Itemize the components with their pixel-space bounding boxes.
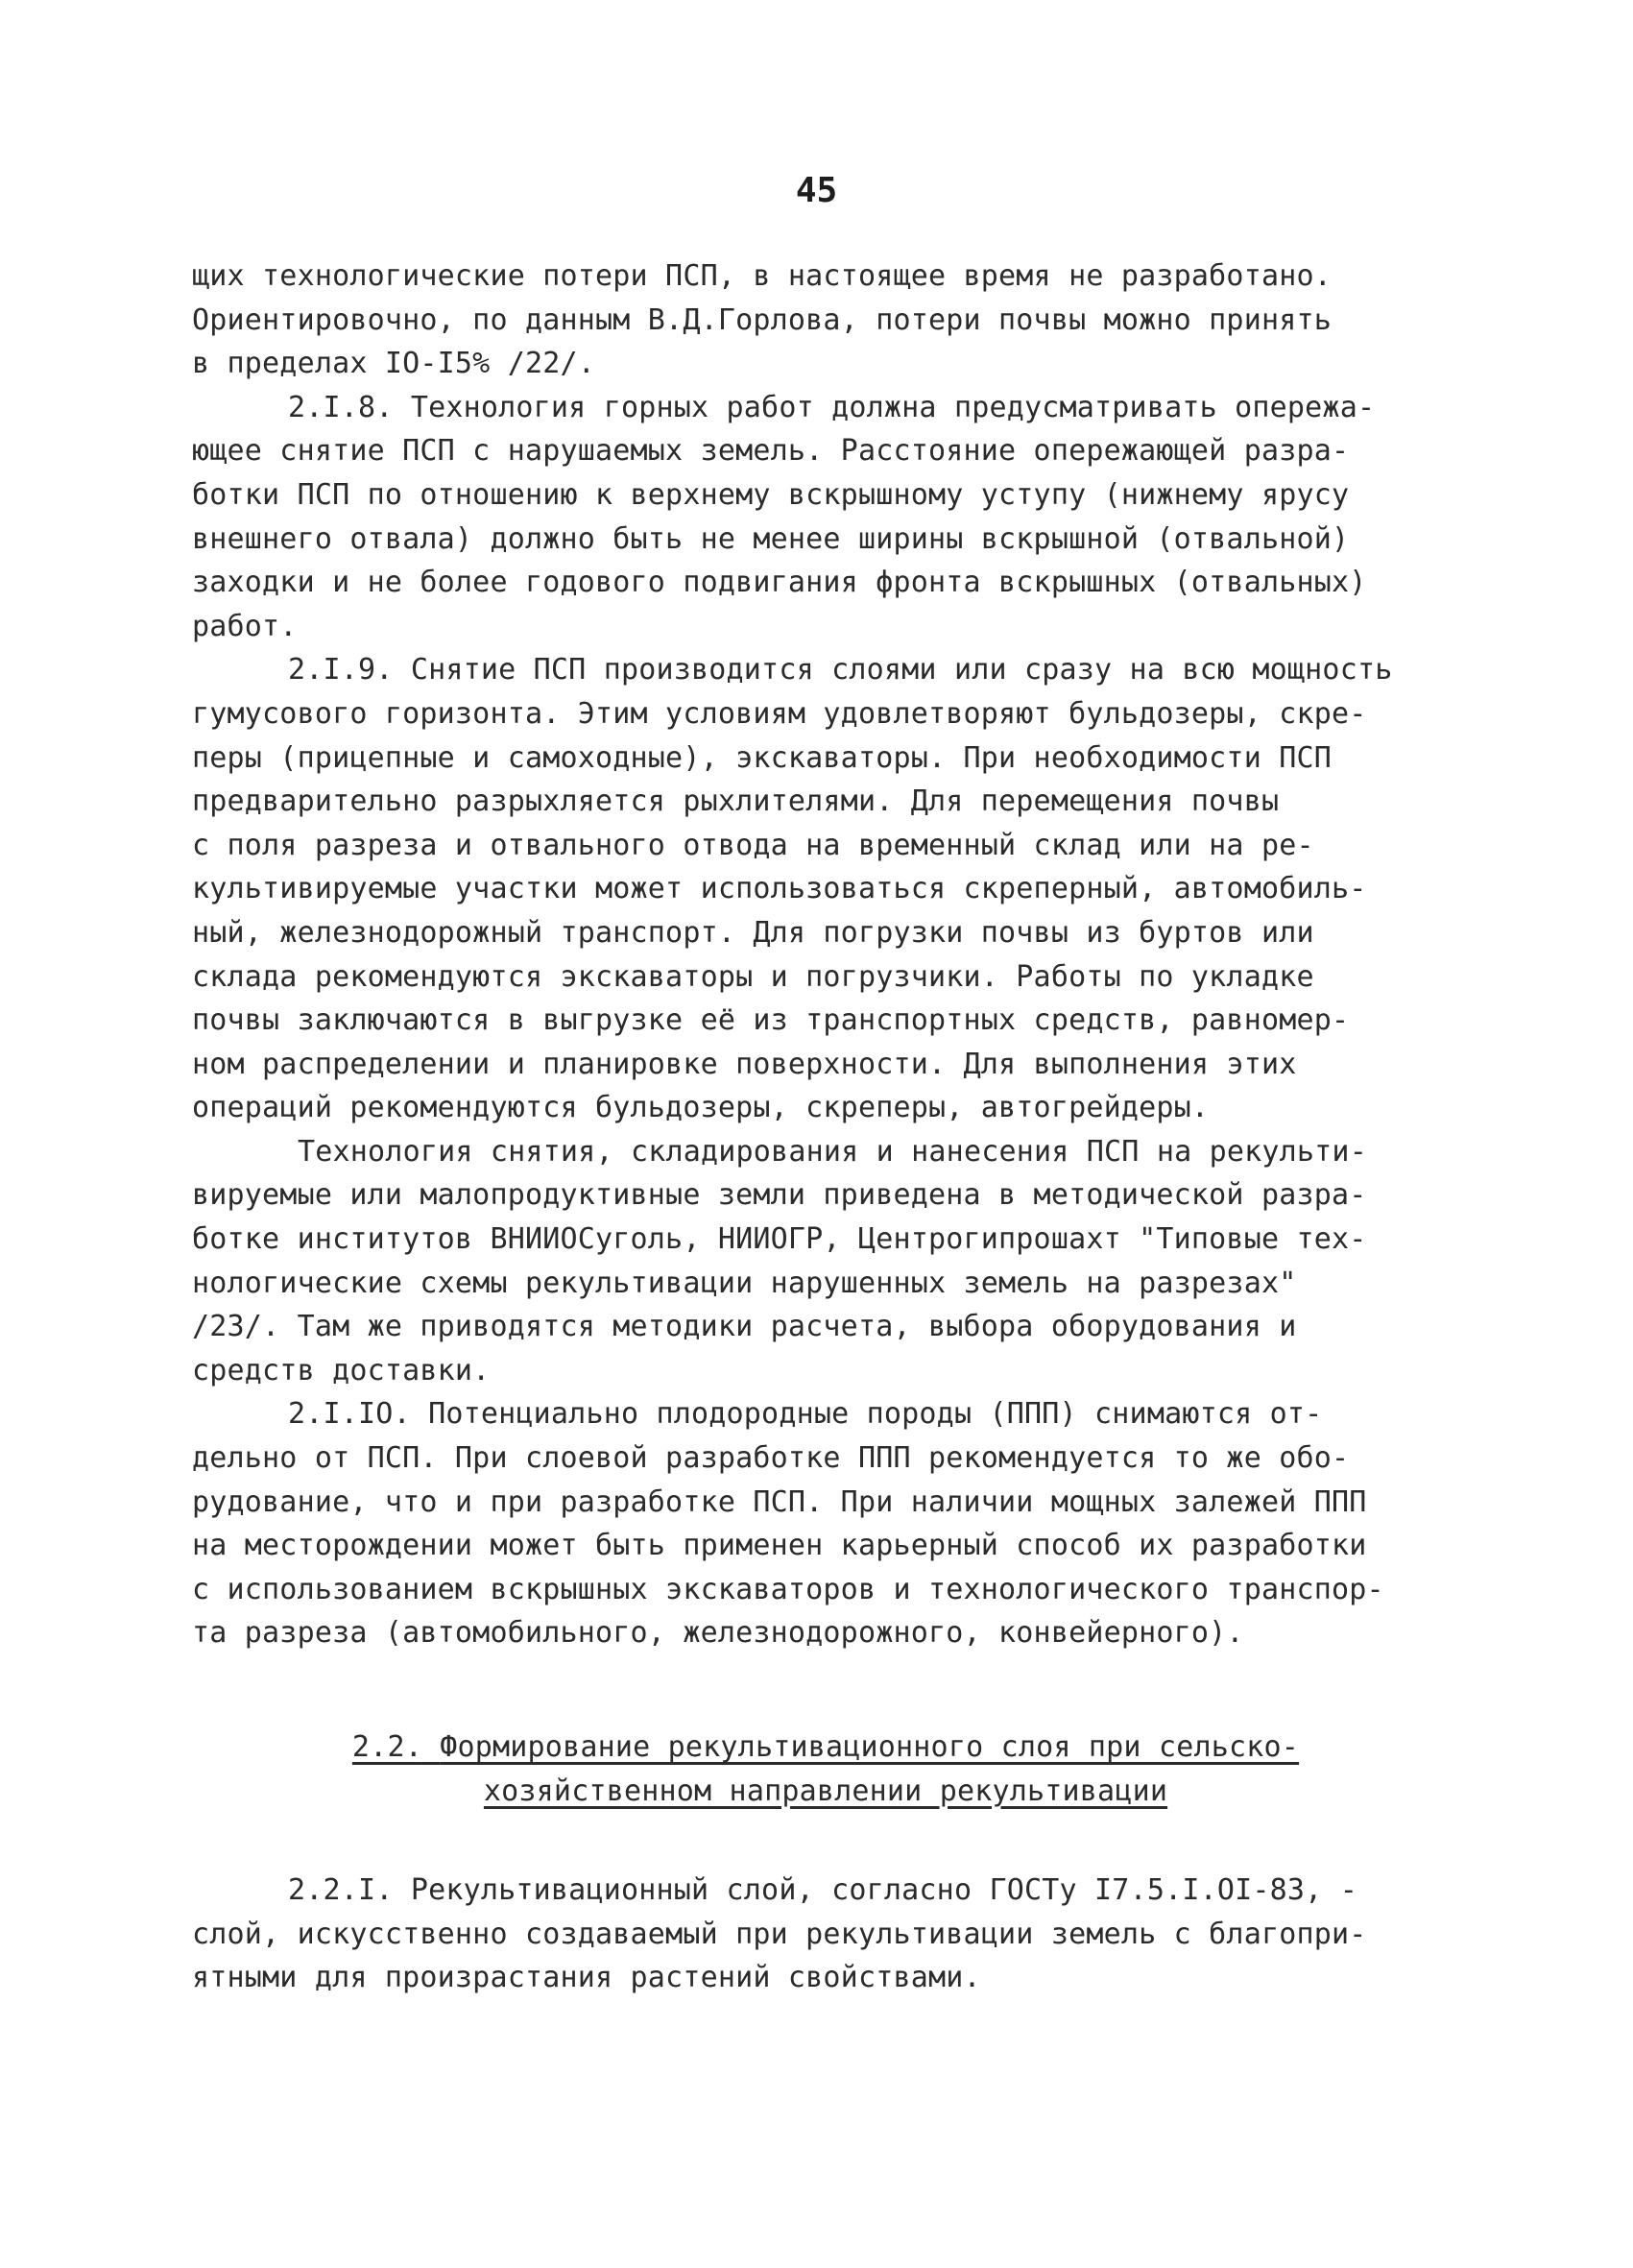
text-line: культивируемые участки может использоваться скреперный, автомобиль- xyxy=(192,872,1367,906)
text-line: /23/. Там же приводятся методики расчета, выбора оборудования и xyxy=(192,1310,1297,1344)
text-line: 2.I.8. Технология горных работ должна предусматривать опережа- xyxy=(288,390,1376,424)
text-line: та разреза (автомобильного, железнодорожного, конвейерного). xyxy=(192,1616,1244,1651)
paragraph-2-1-8 xyxy=(192,386,1459,649)
text-line: ботке институтов ВНИИОСуголь, НИИОГР, Центрогипрошахт "Типовые тех- xyxy=(192,1222,1367,1257)
text-line: перы (прицепные и самоходные), экскаваторы. При необходимости ПСП xyxy=(192,740,1332,775)
section-number: 2.2. xyxy=(351,1730,422,1764)
text-line: дельно от ПСП. При слоевой разработке ППП рекомендуется то же обо- xyxy=(192,1441,1350,1476)
section-heading xyxy=(192,1725,1459,1813)
paragraph-technology xyxy=(192,1130,1459,1393)
paragraph-2-1-10 xyxy=(192,1392,1459,1655)
text-line: с использованием вскрышных экскаваторов и технологического транспор- xyxy=(192,1572,1384,1606)
text-line: слой, искусственно создаваемый при рекультивации земель с благопри- xyxy=(192,1917,1367,1951)
text-line: склада рекомендуются экскаваторы и погрузчики. Работы по укладке xyxy=(192,959,1314,994)
text-line: работ. xyxy=(192,609,298,643)
text-line: нологические схемы рекультивации нарушенных земель на разрезах" xyxy=(192,1266,1297,1300)
text-line: заходки и не более годового подвигания фронта вскрышных (отвальных) xyxy=(192,566,1367,600)
text-line: операций рекомендуются бульдозеры, скреперы, автогрейдеры. xyxy=(192,1091,1210,1125)
text-line: средств доставки. xyxy=(192,1353,491,1387)
text-line: с поля разреза и отвального отвода на временный склад или на ре- xyxy=(192,828,1314,862)
paragraph-2-2-1 xyxy=(192,1869,1459,2000)
text-line: почвы заключаются в выгрузке её из транспортных средств, равномер- xyxy=(192,1003,1350,1038)
text-line: ющее снятие ПСП с нарушаемых земель. Расстояние опережающей разра- xyxy=(192,434,1350,469)
text-line: ятными для произрастания растений свойствами. xyxy=(192,1961,981,1995)
section-title-part-2: хозяйственном направлении рекультивации xyxy=(483,1773,1168,1808)
text-line: щих технологические потери ПСП, в настоящее время не разработано. xyxy=(192,259,1332,293)
paragraph-2-1-9 xyxy=(192,648,1459,1130)
text-line: Ориентировочно, по данным В.Д.Горлова, потери почвы можно принять xyxy=(192,302,1332,337)
text-line: рудование, что и при разработке ПСП. При наличии мощных залежей ППП xyxy=(192,1484,1367,1519)
text-line: 2.I.9. Снятие ПСП производится слоями или сразу на всю мощность xyxy=(288,653,1393,688)
text-line: Технология снятия, складирования и нанесения ПСП на рекульти- xyxy=(298,1134,1367,1169)
text-line: на месторождении может быть применен карьерный способ их разработки xyxy=(192,1529,1367,1563)
text-line: 2.2.I. Рекультивационный слой, согласно ГОСТу I7.5.I.OI-83, - xyxy=(288,1873,1357,1908)
text-line: ный, железнодорожный транспорт. Для погрузки почвы из буртов или xyxy=(192,915,1314,950)
section-heading-line-1 xyxy=(192,1725,1459,1770)
text-line: внешнего отвала) должно быть не менее ширины вскрышной (отвальной) xyxy=(192,521,1350,556)
document-body xyxy=(192,254,1459,2000)
text-line: ботки ПСП по отношению к верхнему вскрышному уступу (нижнему ярусу xyxy=(192,477,1350,512)
text-line: предварительно разрыхляется рыхлителями. Для перемещения почвы xyxy=(192,784,1280,819)
text-line: вируемые или малопродуктивные земли приведена в методической разра- xyxy=(192,1178,1367,1213)
section-title-part-1: Формирование рекультивационного слоя при сельско- xyxy=(440,1730,1300,1764)
text-line: в пределах IO-I5% /22/. xyxy=(192,347,596,381)
paragraph-losses xyxy=(192,254,1459,386)
page-number: 45 xyxy=(795,171,838,210)
text-line: 2.I.IO. Потенциально плодородные породы (ППП) снимаются от- xyxy=(288,1397,1323,1432)
text-line: ном распределении и планировке поверхности. Для выполнения этих xyxy=(192,1047,1297,1081)
text-line: гумусового горизонта. Этим условиям удовлетворяют бульдозеры, скре- xyxy=(192,696,1367,731)
